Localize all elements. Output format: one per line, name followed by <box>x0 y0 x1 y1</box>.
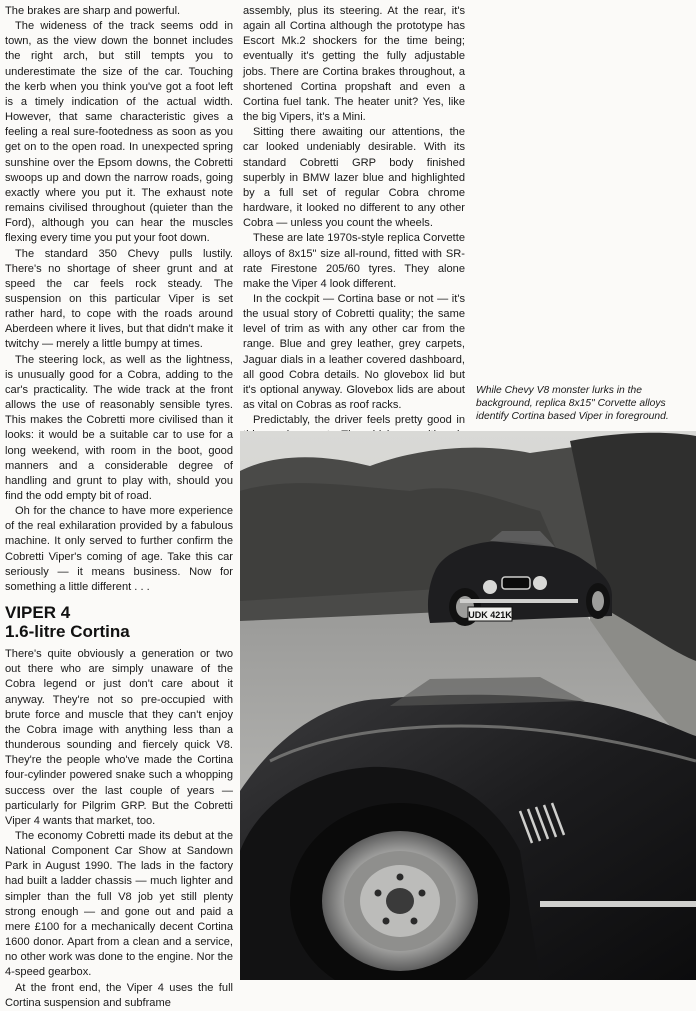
section-heading-subtitle: 1.6-litre Cortina <box>5 622 130 642</box>
body-paragraph: In the cockpit — Cortina base or not — it's the usual story of Cobretti quality; the same level of trim as with any other car from the range. Blue and grey leather, grey carpets, Jaguar dials in a leather covered dashboard, all good Cobra details. No glovebox lid but it's optional anyway. Glovebox lids are about as vital on Cobras as roof racks. <box>243 292 465 412</box>
section-heading <box>5 603 233 641</box>
body-paragraph: The standard 350 Chevy pulls lustily. There's no shortage of sheer grunt and at speed the car feels rock steady. The suspension on this particular Viper is set rather hard, to cope with the roads around Aberdeen where it lives, but that didn't make it twitchy — merely a little bumpy at times. <box>5 247 233 351</box>
foreground-car <box>240 677 696 980</box>
body-paragraph: Sitting there awaiting our attentions, the car looked undeniably desirable. With its standard Cobretti GRP body finished superbly in BMW lazer blue and highlighted by a full set of regular Cobra chrome hardware, it looked no different to any other Cobra — unless you count the wheels. <box>243 126 465 230</box>
car-photo <box>240 431 696 980</box>
left-column <box>5 4 233 1011</box>
body-paragraph: Predictably, the driver feels pretty good in <box>253 414 465 427</box>
body-paragraph: The economy Cobretti made its debut at the National Component Car Show at Sandown Park in August 1990. The lads in the factory had built a ladder chassis — much lighter and simpler than the full V8 job yet still plenty strong enough — and gone out and paid a mere £100 for a mechanically decent Cortina 1600 donor. Apart from a clean and a service, no other work was done to the engine. Nor the 4-speed gearbox. <box>5 829 233 979</box>
number-plate: UDK 421K <box>468 610 512 620</box>
body-paragraph: The brakes are sharp and powerful. <box>5 5 181 17</box>
body-paragraph: Oh for the chance to have more experience of the real exhilaration provided by a fabulous machine. It only served to further confirm the Cobretti Viper's coming of age. Take this car seriously — it means business. Now for something a little different . . . <box>5 505 233 593</box>
body-paragraph: These are late 1970s-style replica Corvette alloys of 8x15" size all-round, fitted with SR-rate Firestone 205/60 tyres. They alone make the Viper 4 look different. <box>243 232 465 290</box>
photo-caption: While Chevy V8 monster lurks in the background, replica 8x15" Corvette alloys identify Cortina based Viper in foreground. <box>476 385 669 422</box>
body-paragraph: assembly, plus its steering. At the rear, it's again all Cortina although the prototype has Escort Mk.2 shockers for the time being; eventually it's getting the fully adjustable jobs. There are Cortina brakes throughout, a shortened Cortina propshaft and even a Cortina fuel tank. The heater unit? Yes, like the big Vipers, it's a Mini. <box>243 5 465 124</box>
body-paragraph: At the front end, the Viper 4 uses the full Cortina suspension and subframe <box>5 981 233 1009</box>
body-paragraph: The wideness of the track seems odd in town, as the view down the bonnet includes the right arch, but still tempts you to underestimate the size of the car. Touching the kerb when you think you've got a foot left is a timely indication of the actual width. However, that same characteristic gives a feeling a real sure-footedness as soon as you get on to the open road. In unexpected spring sunshine over the Epsom downs, the Cobretti swoops up and down the narrow roads, going exactly where you put it. The exhaust note remains civilised throughout (quieter than the Ford), although you can hear the muscles flexing every time you put your foot down. <box>5 20 233 245</box>
body-paragraph: There's quite obviously a generation or two out there who are simply unaware of the Cobra legend or just don't care about it anyway. They're not so pre-occupied with brute force and muscle that they can't enjoy the Cobra image with anything less than a thunderous sounding and fiercely quick V8. They're the people who've made the Cortina four-cylinder powered snake such a whopping success over the last couple of years — particularly for Pilgrim GRP. But the Cobretti Viper 4 wants that market, too. <box>5 648 233 827</box>
body-paragraph: The steering lock, as well as the lightness, is unusually good for a Cobra, adding to the car's practicality. The wide track at the front allows the use of reasonably sensible tyres. This makes the Cobretti more civilised than it looks: it would be a suitable car to use for a long weekend, with room in the boot, good manners and a considerable degree of handling and grunt to play with, should you find the odd empty bit of road. <box>5 353 233 502</box>
section-heading-title: VIPER 4 <box>5 603 71 623</box>
right-column <box>243 4 465 459</box>
